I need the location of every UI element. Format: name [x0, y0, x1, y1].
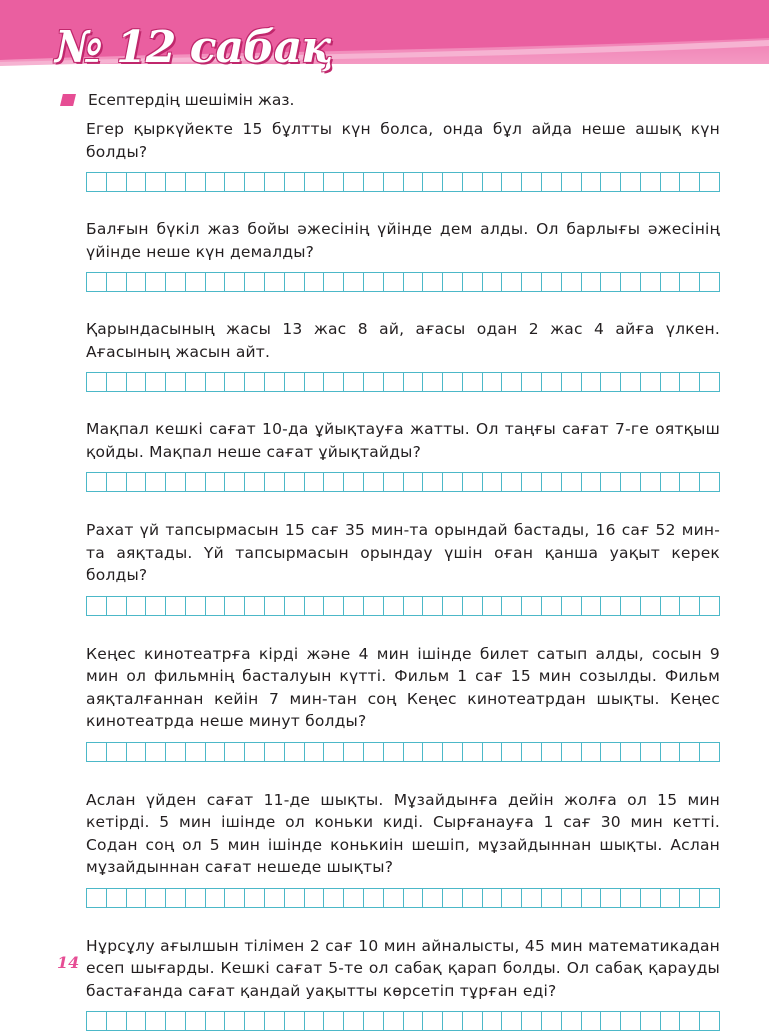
answer-cell[interactable]: [641, 473, 661, 491]
answer-cell[interactable]: [364, 597, 384, 615]
answer-cell[interactable]: [423, 743, 443, 761]
answer-cell[interactable]: [522, 373, 542, 391]
answer-cell[interactable]: [166, 273, 186, 291]
answer-cell[interactable]: [127, 473, 147, 491]
answer-cell[interactable]: [107, 473, 127, 491]
answer-cell[interactable]: [582, 273, 602, 291]
answer-cell[interactable]: [443, 597, 463, 615]
answer-cell[interactable]: [344, 373, 364, 391]
answer-cell[interactable]: [404, 473, 424, 491]
answer-cell[interactable]: [146, 373, 166, 391]
answer-cell[interactable]: [680, 889, 700, 907]
answer-cell[interactable]: [601, 1012, 621, 1030]
answer-cell[interactable]: [166, 373, 186, 391]
answer-cell[interactable]: [700, 373, 720, 391]
answer-cell[interactable]: [502, 743, 522, 761]
answer-grid[interactable]: [86, 272, 720, 292]
answer-cell[interactable]: [107, 1012, 127, 1030]
answer-cell[interactable]: [621, 373, 641, 391]
answer-cell[interactable]: [384, 889, 404, 907]
answer-cell[interactable]: [601, 743, 621, 761]
answer-grid[interactable]: [86, 172, 720, 192]
answer-cell[interactable]: [186, 473, 206, 491]
answer-cell[interactable]: [127, 889, 147, 907]
answer-grid[interactable]: [86, 888, 720, 908]
answer-cell[interactable]: [423, 173, 443, 191]
problem-text: Нұрсұлу ағылшын тілімен 2 сағ 10 мин айналысты, 45 мин математикадан есеп шығарды. Кешкі сағат 5-те ол сабақ қарап болды. Ол сабақ қарауды бастағанда сағат қандай уақытты көрсетіп тұрған еді?: [86, 935, 720, 1003]
answer-cell[interactable]: [384, 273, 404, 291]
answer-cell[interactable]: [285, 273, 305, 291]
answer-cell[interactable]: [127, 173, 147, 191]
answer-cell[interactable]: [265, 473, 285, 491]
answer-cell[interactable]: [285, 743, 305, 761]
answer-cell[interactable]: [166, 473, 186, 491]
answer-cell[interactable]: [384, 173, 404, 191]
answer-cell[interactable]: [661, 597, 681, 615]
answer-cell[interactable]: [502, 473, 522, 491]
answer-cell[interactable]: [225, 889, 245, 907]
answer-cell[interactable]: [483, 597, 503, 615]
answer-cell[interactable]: [601, 473, 621, 491]
answer-cell[interactable]: [483, 173, 503, 191]
answer-cell[interactable]: [186, 743, 206, 761]
answer-cell[interactable]: [463, 273, 483, 291]
answer-cell[interactable]: [423, 597, 443, 615]
answer-cell[interactable]: [542, 373, 562, 391]
answer-cell[interactable]: [404, 1012, 424, 1030]
answer-cell[interactable]: [700, 889, 720, 907]
answer-cell[interactable]: [324, 597, 344, 615]
answer-cell[interactable]: [641, 889, 661, 907]
answer-cell[interactable]: [206, 743, 226, 761]
answer-cell[interactable]: [87, 273, 107, 291]
answer-cell[interactable]: [522, 273, 542, 291]
answer-cell[interactable]: [661, 273, 681, 291]
answer-cell[interactable]: [621, 889, 641, 907]
answer-cell[interactable]: [621, 473, 641, 491]
answer-cell[interactable]: [542, 173, 562, 191]
answer-cell[interactable]: [463, 597, 483, 615]
answer-cell[interactable]: [700, 597, 720, 615]
answer-cell[interactable]: [225, 373, 245, 391]
answer-cell[interactable]: [680, 373, 700, 391]
answer-cell[interactable]: [562, 889, 582, 907]
answer-cell[interactable]: [285, 889, 305, 907]
answer-cell[interactable]: [344, 889, 364, 907]
answer-cell[interactable]: [483, 273, 503, 291]
problem-2: [86, 218, 720, 292]
answer-grid[interactable]: [86, 472, 720, 492]
answer-cell[interactable]: [305, 889, 325, 907]
answer-cell[interactable]: [700, 473, 720, 491]
answer-cell[interactable]: [324, 173, 344, 191]
answer-cell[interactable]: [245, 1012, 265, 1030]
answer-cell[interactable]: [502, 597, 522, 615]
answer-cell[interactable]: [423, 373, 443, 391]
problem-4: [86, 418, 720, 492]
answer-cell[interactable]: [641, 743, 661, 761]
answer-cell[interactable]: [502, 889, 522, 907]
answer-cell[interactable]: [225, 743, 245, 761]
answer-cell[interactable]: [463, 743, 483, 761]
answer-cell[interactable]: [324, 889, 344, 907]
answer-cell[interactable]: [206, 473, 226, 491]
answer-cell[interactable]: [324, 273, 344, 291]
answer-cell[interactable]: [483, 473, 503, 491]
answer-cell[interactable]: [680, 597, 700, 615]
answer-cell[interactable]: [502, 373, 522, 391]
answer-cell[interactable]: [344, 743, 364, 761]
problem-text: Кеңес кинотеатрға кірді және 4 мин ішінде билет сатып алды, сосын 9 мин ол фильмнің басталуын күтті. Фильм 1 сағ 15 мин созылды. Фильм аяқталғаннан кейін 7 мин-тан соң Кеңес кинотеатрдан шықты. Кеңес кинотеатрда неше минут болды?: [86, 643, 720, 733]
answer-cell[interactable]: [127, 597, 147, 615]
answer-cell[interactable]: [680, 743, 700, 761]
answer-cell[interactable]: [265, 173, 285, 191]
answer-grid[interactable]: [86, 1011, 720, 1031]
answer-cell[interactable]: [285, 173, 305, 191]
answer-cell[interactable]: [641, 173, 661, 191]
answer-cell[interactable]: [324, 473, 344, 491]
answer-cell[interactable]: [582, 889, 602, 907]
answer-cell[interactable]: [127, 743, 147, 761]
answer-cell[interactable]: [641, 373, 661, 391]
problem-text: Егер қыркүйекте 15 бұлтты күн болса, онда бұл айда неше ашық күн болды?: [86, 118, 720, 163]
answer-cell[interactable]: [621, 743, 641, 761]
answer-cell[interactable]: [463, 889, 483, 907]
answer-cell[interactable]: [582, 373, 602, 391]
answer-cell[interactable]: [700, 173, 720, 191]
answer-cell[interactable]: [384, 373, 404, 391]
answer-cell[interactable]: [443, 473, 463, 491]
answer-cell[interactable]: [206, 889, 226, 907]
answer-cell[interactable]: [206, 273, 226, 291]
answer-cell[interactable]: [146, 173, 166, 191]
answer-cell[interactable]: [562, 597, 582, 615]
answer-cell[interactable]: [107, 173, 127, 191]
answer-cell[interactable]: [404, 173, 424, 191]
answer-cell[interactable]: [384, 743, 404, 761]
answer-cell[interactable]: [542, 597, 562, 615]
answer-cell[interactable]: [582, 473, 602, 491]
answer-cell[interactable]: [166, 597, 186, 615]
answer-cell[interactable]: [305, 743, 325, 761]
answer-cell[interactable]: [87, 373, 107, 391]
answer-cell[interactable]: [582, 743, 602, 761]
answer-cell[interactable]: [463, 373, 483, 391]
answer-cell[interactable]: [225, 473, 245, 491]
answer-cell[interactable]: [542, 743, 562, 761]
answer-cell[interactable]: [265, 1012, 285, 1030]
answer-cell[interactable]: [680, 1012, 700, 1030]
answer-cell[interactable]: [127, 373, 147, 391]
answer-cell[interactable]: [186, 889, 206, 907]
answer-cell[interactable]: [700, 273, 720, 291]
answer-cell[interactable]: [483, 889, 503, 907]
answer-cell[interactable]: [146, 473, 166, 491]
answer-cell[interactable]: [87, 473, 107, 491]
answer-cell[interactable]: [127, 273, 147, 291]
answer-cell[interactable]: [661, 889, 681, 907]
answer-cell[interactable]: [562, 273, 582, 291]
answer-cell[interactable]: [463, 173, 483, 191]
answer-cell[interactable]: [680, 273, 700, 291]
answer-cell[interactable]: [483, 743, 503, 761]
answer-cell[interactable]: [423, 273, 443, 291]
answer-cell[interactable]: [364, 743, 384, 761]
answer-cell[interactable]: [601, 273, 621, 291]
instruction-text: Есептердің шешімін жаз.: [88, 90, 294, 110]
problem-text: Аслан үйден сағат 11-де шықты. Мұзайдынға дейін жолға ол 15 мин кетірді. 5 мин ішінде ол коньки киді. Сырғанауға 1 сағ 30 мин кетті. Содан соң ол 5 мин ішінде конькиін шешіп, мұзайдыннан шықты. Аслан мұзайдыннан сағат нешеде шықты?: [86, 789, 720, 879]
answer-cell[interactable]: [443, 173, 463, 191]
answer-cell[interactable]: [265, 743, 285, 761]
problem-list: [86, 118, 720, 1031]
answer-cell[interactable]: [522, 1012, 542, 1030]
answer-cell[interactable]: [107, 597, 127, 615]
bullet-marker-icon: [60, 94, 76, 106]
answer-cell[interactable]: [245, 473, 265, 491]
answer-grid[interactable]: [86, 596, 720, 616]
answer-cell[interactable]: [562, 743, 582, 761]
answer-cell[interactable]: [463, 473, 483, 491]
answer-cell[interactable]: [404, 373, 424, 391]
answer-cell[interactable]: [443, 889, 463, 907]
answer-cell[interactable]: [601, 173, 621, 191]
answer-cell[interactable]: [186, 173, 206, 191]
answer-cell[interactable]: [404, 889, 424, 907]
answer-cell[interactable]: [245, 273, 265, 291]
answer-cell[interactable]: [562, 173, 582, 191]
answer-cell[interactable]: [522, 597, 542, 615]
answer-cell[interactable]: [641, 273, 661, 291]
answer-cell[interactable]: [166, 1012, 186, 1030]
answer-cell[interactable]: [562, 473, 582, 491]
answer-cell[interactable]: [680, 173, 700, 191]
answer-cell[interactable]: [344, 273, 364, 291]
problem-7: [86, 789, 720, 908]
answer-cell[interactable]: [582, 173, 602, 191]
answer-cell[interactable]: [285, 473, 305, 491]
answer-cell[interactable]: [186, 273, 206, 291]
answer-cell[interactable]: [384, 473, 404, 491]
answer-cell[interactable]: [245, 597, 265, 615]
answer-cell[interactable]: [661, 173, 681, 191]
answer-cell[interactable]: [265, 373, 285, 391]
answer-cell[interactable]: [146, 1012, 166, 1030]
answer-cell[interactable]: [641, 1012, 661, 1030]
answer-cell[interactable]: [621, 1012, 641, 1030]
answer-cell[interactable]: [206, 1012, 226, 1030]
answer-cell[interactable]: [582, 597, 602, 615]
answer-cell[interactable]: [265, 273, 285, 291]
answer-cell[interactable]: [661, 1012, 681, 1030]
answer-cell[interactable]: [324, 373, 344, 391]
problem-8: [86, 935, 720, 1031]
problem-1: [86, 118, 720, 192]
answer-cell[interactable]: [87, 173, 107, 191]
answer-cell[interactable]: [661, 373, 681, 391]
answer-cell[interactable]: [87, 597, 107, 615]
answer-cell[interactable]: [384, 597, 404, 615]
answer-cell[interactable]: [206, 173, 226, 191]
answer-cell[interactable]: [364, 273, 384, 291]
answer-cell[interactable]: [582, 1012, 602, 1030]
answer-cell[interactable]: [166, 889, 186, 907]
answer-cell[interactable]: [522, 173, 542, 191]
answer-cell[interactable]: [384, 1012, 404, 1030]
answer-cell[interactable]: [344, 473, 364, 491]
problem-6: [86, 643, 720, 762]
answer-cell[interactable]: [285, 1012, 305, 1030]
answer-cell[interactable]: [502, 173, 522, 191]
answer-cell[interactable]: [186, 1012, 206, 1030]
answer-cell[interactable]: [87, 889, 107, 907]
answer-grid[interactable]: [86, 372, 720, 392]
answer-cell[interactable]: [245, 173, 265, 191]
answer-cell[interactable]: [245, 373, 265, 391]
answer-cell[interactable]: [225, 597, 245, 615]
problem-5: [86, 519, 720, 616]
answer-cell[interactable]: [305, 173, 325, 191]
answer-cell[interactable]: [404, 597, 424, 615]
answer-cell[interactable]: [107, 743, 127, 761]
answer-cell[interactable]: [324, 743, 344, 761]
answer-cell[interactable]: [621, 273, 641, 291]
answer-cell[interactable]: [522, 889, 542, 907]
answer-cell[interactable]: [443, 273, 463, 291]
answer-cell[interactable]: [87, 1012, 107, 1030]
answer-cell[interactable]: [344, 597, 364, 615]
answer-cell[interactable]: [364, 373, 384, 391]
answer-cell[interactable]: [146, 743, 166, 761]
answer-cell[interactable]: [463, 1012, 483, 1030]
answer-cell[interactable]: [522, 743, 542, 761]
answer-cell[interactable]: [186, 373, 206, 391]
answer-cell[interactable]: [601, 597, 621, 615]
answer-cell[interactable]: [443, 373, 463, 391]
answer-cell[interactable]: [166, 173, 186, 191]
answer-cell[interactable]: [305, 1012, 325, 1030]
answer-cell[interactable]: [601, 373, 621, 391]
answer-cell[interactable]: [146, 889, 166, 907]
answer-cell[interactable]: [621, 597, 641, 615]
answer-cell[interactable]: [245, 889, 265, 907]
problem-text: Мақпал кешкі сағат 10-да ұйықтауға жатты. Ол таңғы сағат 7-ге оятқыш қойды. Мақпал неше сағат ұйықтайды?: [86, 418, 720, 463]
answer-cell[interactable]: [601, 889, 621, 907]
answer-cell[interactable]: [522, 473, 542, 491]
problem-text: Қарындасының жасы 13 жас 8 ай, ағасы одан 2 жас 4 айға үлкен. Ағасының жасын айт.: [86, 318, 720, 363]
answer-cell[interactable]: [146, 273, 166, 291]
answer-cell[interactable]: [502, 273, 522, 291]
answer-cell[interactable]: [621, 173, 641, 191]
answer-cell[interactable]: [107, 273, 127, 291]
answer-cell[interactable]: [127, 1012, 147, 1030]
answer-cell[interactable]: [107, 373, 127, 391]
answer-cell[interactable]: [146, 597, 166, 615]
answer-cell[interactable]: [265, 597, 285, 615]
answer-cell[interactable]: [404, 743, 424, 761]
problem-text: Балғын бүкіл жаз бойы әжесінің үйінде дем алды. Ол барлығы әжесінің үйінде неше күн демалды?: [86, 218, 720, 263]
answer-cell[interactable]: [661, 473, 681, 491]
answer-cell[interactable]: [404, 273, 424, 291]
problem-text: Рахат үй тапсырмасын 15 сағ 35 мин-та орындай бастады, 16 сағ 52 мин-та аяқтады. Үй тапсырмасын орындау үшін оған қанша уақыт керек болды?: [86, 519, 720, 587]
answer-cell[interactable]: [364, 1012, 384, 1030]
answer-cell[interactable]: [344, 1012, 364, 1030]
answer-cell[interactable]: [305, 373, 325, 391]
answer-cell[interactable]: [423, 889, 443, 907]
answer-cell[interactable]: [166, 743, 186, 761]
answer-cell[interactable]: [443, 743, 463, 761]
answer-cell[interactable]: [186, 597, 206, 615]
answer-cell[interactable]: [225, 173, 245, 191]
answer-cell[interactable]: [225, 273, 245, 291]
lesson-title: № 12 сабақ: [55, 22, 331, 74]
answer-cell[interactable]: [483, 1012, 503, 1030]
answer-cell[interactable]: [305, 273, 325, 291]
answer-cell[interactable]: [700, 1012, 720, 1030]
answer-cell[interactable]: [483, 373, 503, 391]
answer-cell[interactable]: [107, 889, 127, 907]
answer-cell[interactable]: [562, 373, 582, 391]
answer-cell[interactable]: [423, 473, 443, 491]
problem-3: [86, 318, 720, 392]
answer-cell[interactable]: [285, 597, 305, 615]
answer-cell[interactable]: [542, 889, 562, 907]
answer-cell[interactable]: [245, 743, 265, 761]
answer-cell[interactable]: [265, 889, 285, 907]
answer-cell[interactable]: [700, 743, 720, 761]
answer-cell[interactable]: [641, 597, 661, 615]
instruction: [60, 90, 294, 110]
answer-cell[interactable]: [364, 889, 384, 907]
answer-cell[interactable]: [502, 1012, 522, 1030]
answer-cell[interactable]: [285, 373, 305, 391]
answer-grid[interactable]: [86, 742, 720, 762]
answer-cell[interactable]: [87, 743, 107, 761]
answer-cell[interactable]: [206, 597, 226, 615]
answer-cell[interactable]: [324, 1012, 344, 1030]
answer-cell[interactable]: [542, 473, 562, 491]
answer-cell[interactable]: [443, 1012, 463, 1030]
answer-cell[interactable]: [680, 473, 700, 491]
answer-cell[interactable]: [364, 473, 384, 491]
answer-cell[interactable]: [305, 597, 325, 615]
answer-cell[interactable]: [423, 1012, 443, 1030]
page-number: 14: [57, 953, 79, 972]
answer-cell[interactable]: [225, 1012, 245, 1030]
answer-cell[interactable]: [344, 173, 364, 191]
answer-cell[interactable]: [562, 1012, 582, 1030]
answer-cell[interactable]: [305, 473, 325, 491]
answer-cell[interactable]: [206, 373, 226, 391]
answer-cell[interactable]: [542, 273, 562, 291]
answer-cell[interactable]: [661, 743, 681, 761]
answer-cell[interactable]: [542, 1012, 562, 1030]
answer-cell[interactable]: [364, 173, 384, 191]
